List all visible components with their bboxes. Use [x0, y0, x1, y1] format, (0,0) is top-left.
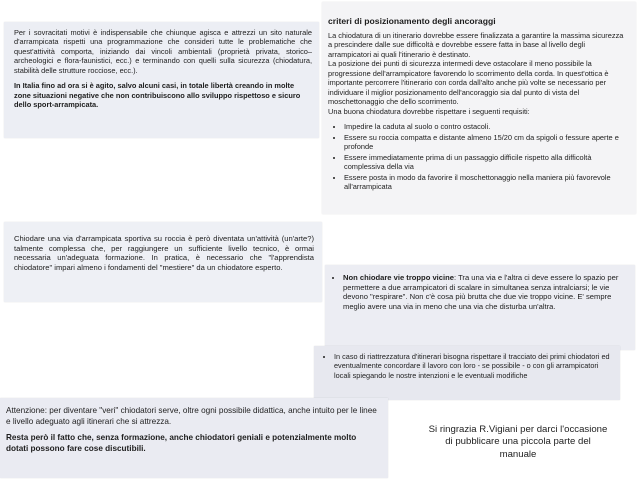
clip-bold-paragraph: In Italia fino ad ora si è agito, salvo alcuni casi, in totale libertà creando in molte zone situazioni negative che non contribuiscono allo sviluppo rispettoso e sicuro dello sport-arrampicata.	[14, 81, 301, 110]
excerpt-clip-motivi	[4, 22, 319, 138]
list-item: • In caso di riattrezzatura d'itinerari bisogna rispettare il tracciato dei primi chiodatori ed eventualmente concordare il lavoro con loro - se possibile - o con gli arrampicatori locali spiegando le nostre intenzioni e le eventuali modifiche	[334, 352, 612, 380]
excerpt-clip-criteri	[322, 2, 636, 214]
list-item: • Essere posta in modo da favorire il moschettonaggio nella maniera più favorevole all'arrampicata	[344, 173, 628, 192]
list-item: • Essere su roccia compatta e distante almeno 15/20 cm da spigoli o fessure aperte e profonde	[344, 133, 628, 152]
excerpt-clip-attenzione	[0, 398, 388, 478]
acknowledgement-line: Si ringrazia R.Vigiani per darci l'occasione	[428, 424, 608, 435]
list-item	[343, 273, 627, 312]
list-item: • Impedire la caduta al suolo o contro ostacoli.	[344, 122, 628, 131]
tip-text: : Tra una via e l'altra ci deve essere lo spazio per permettere a due arrampicatori di scalare in simultanea senza intralciarsi; le vie devono "respirare". Non c'è cosa più brutta che due vie troppo vicine. E' sempre meglio avere una via in meno che una via che disturba un'altra.	[343, 273, 619, 312]
tip-list	[322, 352, 612, 380]
excerpt-clip-vie-vicine	[325, 265, 635, 350]
acknowledgement-line: manuale	[499, 448, 537, 460]
requirements-list	[328, 122, 628, 191]
section-heading: criteri di posizionamento degli ancoraggi	[328, 16, 496, 26]
clip-paragraph: Una buona chiodatura dovrebbe rispettare i seguenti requisiti:	[328, 106, 530, 116]
acknowledgement-line: di pubblicare una piccola parte del	[445, 436, 591, 448]
tip-lead: Non chiodare vie troppo vicine	[343, 273, 454, 282]
clip-paragraph: Per i sovracitati motivi è indispensabile che chiunque agisca e attrezzi un sito naturale d'arrampicata rispetti una programmazione che consideri tutte le problematiche che quest'attività comporta, iniziando dai vincoli ambientali (proprietà privata, storico–archeologici e flora-faunistici, ecc.) e terminando con quelli sulla sicurezza (chiodatura, stabilità delle strutture rocciose, ecc.).	[14, 28, 312, 75]
clip-paragraph: La posizione dei punti di sicurezza intermedi deve ostacolare il meno possibile la progressione dell'arrampicatore favorendo lo scorrimento della corda. In quest'ottica è importante percorrere l'itinerario con corda dall'alto anche più volte se necessario per individuare il miglior posizionamento dell'ancoraggio sia dal punto di vista del moschettonaggio che dello scorrimento.	[328, 59, 609, 107]
excerpt-clip-chiodare	[4, 222, 322, 302]
clip-paragraph: Chiodare una via d'arrampicata sportiva su roccia è però diventata un'attività (un'arte?) talmente complessa che, per raggiungere un sufficiente livello tecnico, è ormai necessaria un'adeguata formazione. In pratica, è necessario che "l'apprendista chiodatore" impari almeno i fondamenti del "mestiere" da un chiodatore esperto.	[14, 234, 314, 273]
clip-bold-paragraph: Resta però il fatto che, senza formazione, anche chiodatori geniali e potenzialmente molto dotati possono fare cose discutibili.	[6, 433, 357, 453]
clip-paragraph: La chiodatura di un itinerario dovrebbe essere finalizzata a garantire la massima sicurezza a prescindere dalle sue difficoltà e dovrebbe essere fatta in base al livello degli arrampicatori ai quali l'itinerario è destinato.	[328, 31, 624, 59]
clip-paragraph: Attenzione: per diventare "veri" chiodatori serve, oltre ogni possibile didattica, anche intuito per le linee e livello adeguato agli itinerari che si attrezza.	[6, 406, 377, 426]
tip-list	[331, 273, 627, 312]
excerpt-clip-riattrezzatura	[314, 346, 620, 400]
acknowledgement	[400, 424, 636, 461]
list-item: • Essere immediatamente prima di un passaggio difficile rispetto alla difficoltà complessiva della via	[344, 153, 628, 172]
